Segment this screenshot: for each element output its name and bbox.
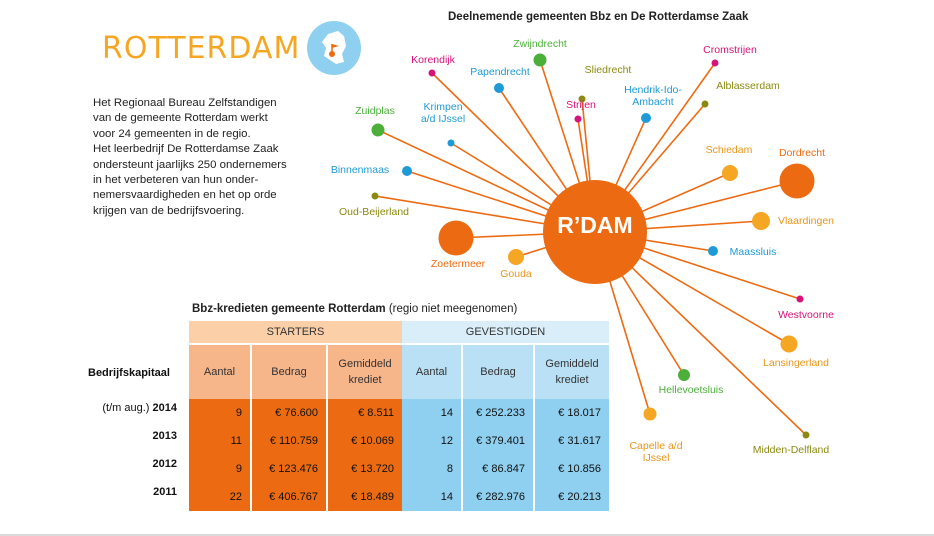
hub-label: R’DAM <box>557 212 633 238</box>
row-label-year: 2011 <box>153 486 177 498</box>
row-label-year: 2012 <box>152 458 177 470</box>
municipality-label: Oud-Beijerland <box>338 206 410 218</box>
table-row <box>189 427 609 455</box>
table-row <box>189 399 609 427</box>
table-cell: € 13.720 <box>328 455 402 483</box>
municipality-dot <box>494 83 504 93</box>
municipality-label: Gouda <box>500 268 532 280</box>
municipality-dot <box>372 124 385 137</box>
municipality-dot <box>641 113 651 123</box>
municipality-dot <box>644 408 657 421</box>
municipality-dot <box>678 369 690 381</box>
column-header: Bedrag <box>463 345 535 399</box>
municipality-label: Cromstrijen <box>703 44 757 56</box>
table-cell: € 379.401 <box>463 427 535 455</box>
municipality-label: Binnenmaas <box>330 164 390 176</box>
municipality-dot <box>372 193 379 200</box>
municipality-dot <box>439 221 474 256</box>
municipality-dot <box>575 116 582 123</box>
municipality-label: Zwijndrecht <box>513 38 567 50</box>
group-header-gevestigden: GEVESTIGDEN <box>402 321 609 345</box>
group-header-starters: STARTERS <box>189 321 402 345</box>
municipality-dot <box>722 165 738 181</box>
municipality-label: Strijen <box>566 99 596 111</box>
table-cell: 9 <box>189 455 252 483</box>
municipality-label: Dordrecht <box>778 147 826 159</box>
municipality-label: Lansingerland <box>763 357 829 369</box>
municipality-dot <box>708 246 718 256</box>
municipality-dot <box>429 70 436 77</box>
municipality-label: Maassluis <box>729 246 777 258</box>
table-row <box>189 455 609 483</box>
municipality-dot <box>780 164 815 199</box>
table-cell: € 406.767 <box>252 483 328 511</box>
municipality-dot <box>752 212 770 230</box>
column-header: Gemiddeld krediet <box>535 345 609 399</box>
row-label-prefix: (t/m aug.) <box>102 402 153 414</box>
credit-table <box>189 321 609 511</box>
row-label <box>60 458 177 470</box>
column-header: Bedrag <box>252 345 328 399</box>
table-cell: € 10.856 <box>535 455 609 483</box>
municipality-label: Capelle a/d IJssel <box>629 440 683 464</box>
municipality-label: Zuidplas <box>355 105 395 117</box>
municipality-label: Schiedam <box>705 144 753 156</box>
municipality-dot <box>534 54 547 67</box>
row-label <box>60 402 177 414</box>
row-label-year: 2013 <box>152 430 177 442</box>
table-cell: € 10.069 <box>328 427 402 455</box>
municipality-dot <box>803 432 810 439</box>
table-cell: € 123.476 <box>252 455 328 483</box>
table-cell: 8 <box>402 455 463 483</box>
municipality-label: Krimpen a/d IJssel <box>420 101 466 125</box>
municipality-dot <box>702 101 709 108</box>
intro-text: Het Regionaal Bureau Zelfstandigen van de gemeente Rotterdam werkt voor 24 gemeenten in de regio. Het leerbedrijf De Rotterdamse Zaak ondersteunt jaarlijks 250 ondernemers in het verbeteren van hun onder- nemersvaardigheden en het op orde krijgen van de bedrijfsvoering. <box>93 97 287 217</box>
municipality-dot <box>448 140 455 147</box>
municipality-label: Hendrik-Ido- Ambacht <box>624 84 682 108</box>
municipality-label: Korendijk <box>411 54 455 66</box>
table-title-bold: Bbz-kredieten gemeente Rotterdam <box>192 303 386 315</box>
table-cell: 11 <box>189 427 252 455</box>
column-header: Aantal <box>189 345 252 399</box>
table-cell: 12 <box>402 427 463 455</box>
table-row <box>189 483 609 511</box>
table-cell: 14 <box>402 399 463 427</box>
row-header: Bedrijfskapitaal <box>88 367 170 379</box>
table-cell: € 18.017 <box>535 399 609 427</box>
column-header: Aantal <box>402 345 463 399</box>
municipality-dot <box>797 296 804 303</box>
table-cell: € 252.233 <box>463 399 535 427</box>
table-cell: 9 <box>189 399 252 427</box>
table-cell: € 18.489 <box>328 483 402 511</box>
row-label <box>60 430 177 442</box>
table-cell: 22 <box>189 483 252 511</box>
municipality-label: Hellevoetsluis <box>658 384 724 396</box>
municipality-label: Midden-Delfland <box>752 444 830 456</box>
table-cell: € 110.759 <box>252 427 328 455</box>
table-title-rest: (regio niet meegenomen) <box>385 303 518 315</box>
diagram-title: Deelnemende gemeenten Bbz en De Rotterdamse Zaak <box>448 11 749 23</box>
table-cell: € 31.617 <box>535 427 609 455</box>
table-cell: € 86.847 <box>463 455 535 483</box>
page-title: ROTTERDAM <box>102 31 301 66</box>
municipality-label: Alblasserdam <box>716 80 780 92</box>
municipality-dot <box>712 60 719 67</box>
table-cell: 14 <box>402 483 463 511</box>
municipality-label: Westvoorne <box>778 309 834 321</box>
table-cell: € 8.511 <box>328 399 402 427</box>
table-cell: € 282.976 <box>463 483 535 511</box>
municipality-dot <box>781 336 798 353</box>
municipality-label: Zoetermeer <box>430 258 486 270</box>
row-label-year: 2014 <box>152 402 177 414</box>
municipality-label: Sliedrecht <box>584 64 632 76</box>
municipality-label: Vlaardingen <box>777 215 835 227</box>
municipality-dot <box>508 249 524 265</box>
row-label <box>60 486 177 498</box>
table-cell: € 20.213 <box>535 483 609 511</box>
table-title <box>192 303 517 315</box>
municipality-dot <box>402 166 412 176</box>
table-cell: € 76.600 <box>252 399 328 427</box>
municipality-label: Papendrecht <box>470 66 530 78</box>
column-header: Gemiddeld krediet <box>328 345 402 399</box>
